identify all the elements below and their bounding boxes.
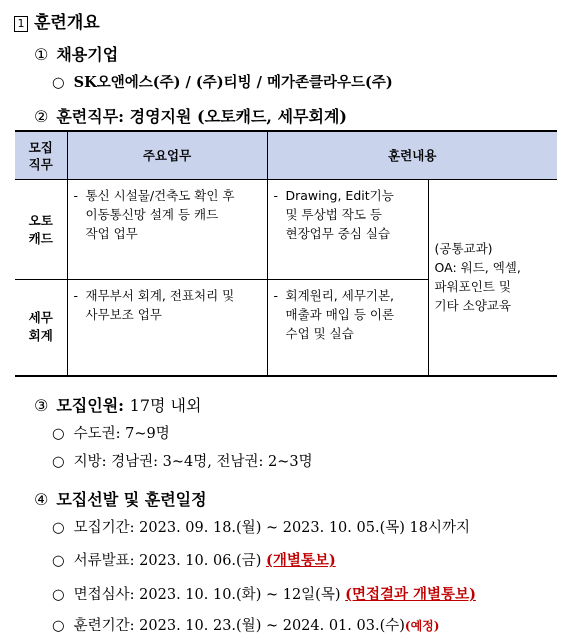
circle-bullet-icon: ○ [52,75,65,91]
company-names: SK오앤에스(주) / (주)티빙 / 메가존클라우드(주) [73,74,393,91]
role-tax-accounting: 세무 회계 [15,280,67,376]
header-duties: 주요업무 [67,131,267,180]
notice-badge: (예정) [404,619,440,633]
list-item: ○ 수도권: 7~9명 [52,426,170,442]
circle-bullet-icon: ○ [52,426,65,442]
section-3-title: 모집인원: [56,396,125,415]
table-row [15,180,557,280]
recruit-count: 17명 내외 [129,396,202,415]
circle-bullet-icon: ○ [52,553,65,569]
section-3-heading [34,393,201,416]
company-list [52,71,393,92]
circle-bullet-icon: ○ [52,587,65,603]
role-autocad: 오토 캐드 [15,180,67,280]
page-title-text: 훈련개요 [34,13,100,33]
section-1-title: 채용기업 [56,45,119,64]
notice-badge: (개별통보) [265,552,336,569]
circle-bullet-icon: ○ [52,520,65,536]
duty-tax-accounting: - 재무부서 회계, 전표처리 및 사무보조 업무 [67,280,267,376]
header-role: 모집 직무 [15,131,67,180]
page-title [14,8,100,33]
duty-autocad: - 통신 시설물/건축도 확인 후 이동통신망 설계 등 캐드 작업 업무 [67,180,267,280]
training-autocad: - Drawing, Edit기능 및 투상법 작도 등 현장업무 중심 실습 [267,180,428,280]
section-4-title: 모집선발 및 훈련일정 [56,490,207,509]
section-2-title: 훈련직무: 경영지원 (오토캐드, 세무회계) [56,107,347,126]
list-item: ○ 서류발표: 2023. 10. 06.(금) (개별통보) [52,552,336,569]
common-curriculum: (공통교과) OA: 워드, 엑셀, 파워포인트 및 기타 소양교육 [428,180,557,376]
list-item: ○ 모집기간: 2023. 09. 18.(월) ~ 2023. 10. 05.(목) 18시까지 [52,520,470,536]
header-training: 훈련내용 [267,131,557,180]
circle-bullet-icon: ○ [52,618,65,634]
section-4-marker: ④ [34,490,49,509]
list-item: ○ 면접심사: 2023. 10. 10.(화) ~ 12일(목) (면접결과 개별통보) [52,586,476,603]
section-1-heading [34,42,118,65]
section-3-marker: ③ [34,396,49,415]
section-4-heading [34,487,207,510]
list-item: ○ 훈련기간: 2023. 10. 23.(월) ~ 2024. 01. 03.(수)(예정) [52,618,440,634]
notice-badge: (면접결과 개별통보) [345,586,476,603]
section-number-box: 1 [14,16,28,32]
circle-bullet-icon: ○ [52,454,65,470]
list-item: ○ 지방: 경남권: 3~4명, 전남권: 2~3명 [52,454,313,470]
training-tax-accounting: - 회계원리, 세무기본, 매출과 매입 등 이론 수업 및 실습 [267,280,428,376]
training-table [15,130,557,377]
section-2-marker: ② [34,107,49,126]
table-header-row [15,131,557,180]
section-2-heading [34,104,347,127]
section-1-marker: ① [34,45,49,64]
